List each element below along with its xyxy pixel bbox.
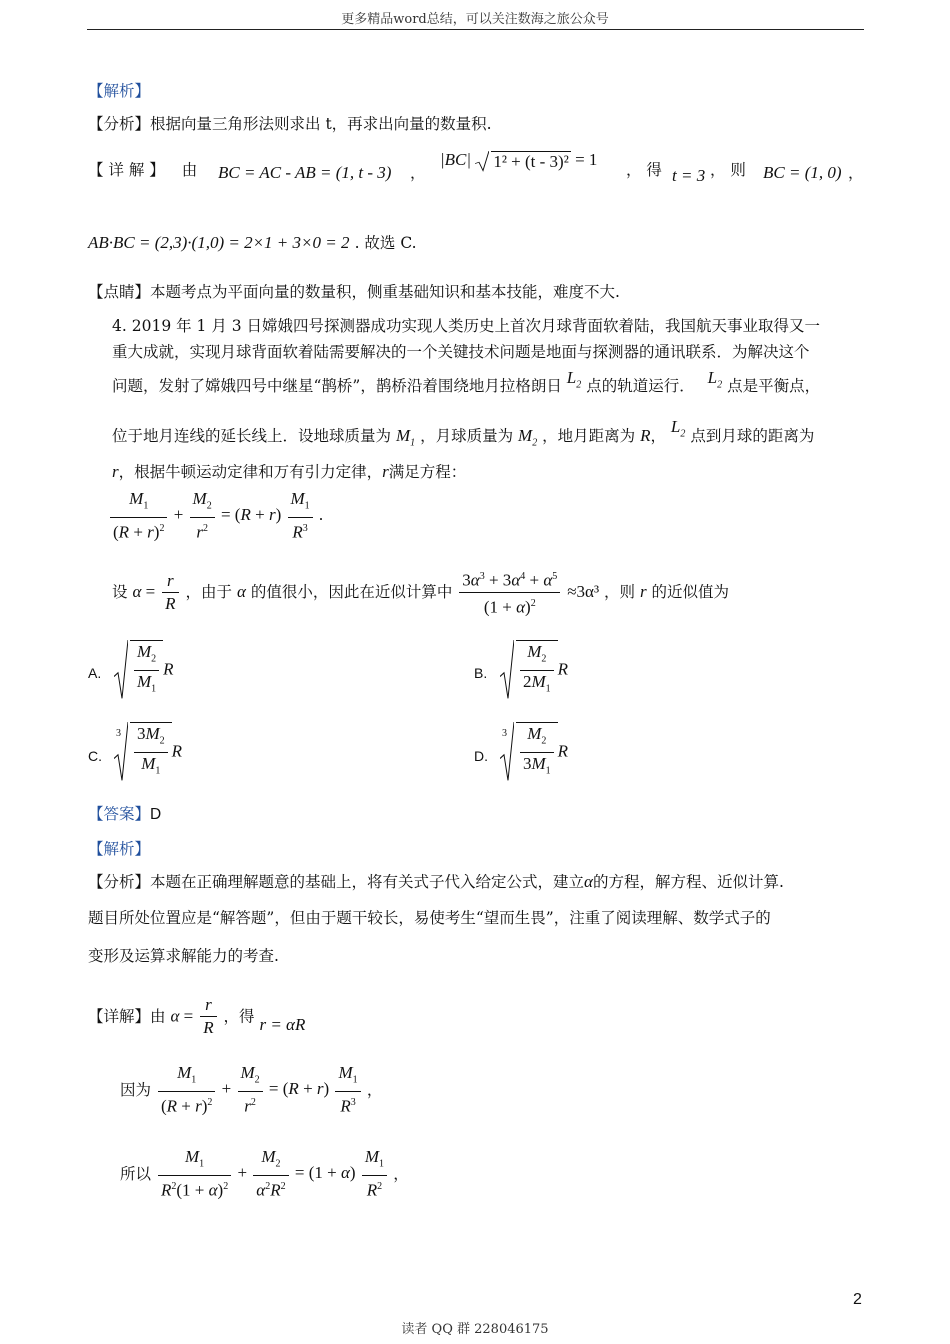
- set-a: 设: [112, 583, 128, 602]
- frac-r-over-R: $\frac{r}{R}$: [162, 570, 178, 615]
- stem-line3c: 点是平衡点，: [727, 377, 821, 395]
- stem-line5: [112, 462, 466, 482]
- fenxi-tag: 【分析】: [88, 115, 151, 133]
- comma: ，: [848, 164, 864, 182]
- radical-sign: [114, 640, 128, 701]
- stem-line4a: 位于地月连线的延长线上．设地球质量为: [112, 427, 392, 445]
- suoyi-line: 所以 $\frac{M_1}{R^2(1 + \alpha)^2}$ + $\frac{M_2}{\alpha^2R^2}$ = (1 + α) $\frac{M_1}{R^2}$ ，: [120, 1147, 409, 1201]
- answer-tag: 【答案】: [88, 805, 151, 823]
- eq-period: .: [318, 504, 324, 524]
- option-d-expr[interactable]: 3 $\frac{M_2}{3M_1}$ R: [500, 722, 568, 783]
- xiangjie-tag: 【详解】: [88, 1007, 151, 1026]
- l2-symbol-3: $L_2$: [670, 417, 686, 440]
- expr-bc: BC = AC - AB = (1, t - 3): [218, 163, 392, 182]
- option-a-expr[interactable]: $\frac{M_2}{M_1}$ R: [114, 640, 174, 701]
- l2-letter: L: [566, 368, 577, 387]
- option-a-label[interactable]: A.: [88, 665, 102, 681]
- stem-line3b: 点的轨道运行．: [586, 377, 695, 395]
- q3-xiangjie-line: [88, 160, 197, 180]
- stem-line4: 位于地月连线的延长线上．设地球质量为 $M_1$ ，月球质量为 $M_2$ ，地月距离为 R， $L_2$ 点到月球的距离为: [112, 417, 815, 449]
- option-c-label[interactable]: C.: [88, 748, 102, 764]
- m1-symbol: $M_1$: [395, 426, 416, 449]
- approx-value: ≈3α³: [567, 582, 600, 602]
- you-word: 由: [181, 161, 198, 179]
- q4-fenxi-line3: 变形及运算求解能力的考查.: [88, 947, 279, 965]
- option-c-expr[interactable]: 3 $\frac{3M_2}{M_1}$ R: [114, 722, 182, 783]
- stem-line1: 2019 年 1 月 3 日嫦娥四号探测器成功实现人类历史上首次月球背面软着陆，我国航天事业取得又一: [131, 317, 821, 335]
- q4-stem-line1: [112, 316, 820, 336]
- cbrt-d: 3 $\frac{M_2}{3M_1}$: [500, 722, 558, 783]
- stem-line3a: 问题，发射了嫦娥四号中继星“鹊桥”，鹊桥沿着围绕地月拉格朗日: [112, 377, 562, 395]
- m2-letter: M: [518, 426, 533, 445]
- rad-body: 1² + (t - 3)²: [493, 151, 569, 171]
- r-capital: R: [640, 426, 651, 445]
- jiexi-tag: 【解析】: [88, 82, 151, 100]
- dianjing-text: 本题考点为平面向量的数量积，侧重基础知识和基本技能，难度不大.: [150, 283, 620, 301]
- set-b: ，由于: [185, 583, 233, 602]
- stem-line4b: ，月球质量为: [420, 427, 514, 445]
- fenxi-tag: 【分析】: [88, 873, 151, 891]
- dot-product-expr: AB·BC = (2,3)·(1,0) = 2×1 + 3×0 = 2: [88, 233, 350, 252]
- set-alpha-line: 设 α = $\frac{r}{R}$ ，由于 α 的值很小，因此在近似计算中 $\frac{3\alpha^3 + 3\alpha^4 + \alpha^5}{(1 + \alpha)^2}$ ≈3α³ ，则 r 的近似值为: [112, 566, 729, 618]
- set-c: 的值很小，因此在近似计算中: [250, 583, 453, 602]
- xj-you: 由: [150, 1007, 166, 1026]
- set-e: 的近似值为: [651, 583, 730, 602]
- abs-bc: |BC|: [440, 150, 472, 169]
- expr-t3: t = 3: [672, 166, 706, 185]
- sqrt-expr: [475, 151, 571, 172]
- choose-c: . 故选 C.: [354, 234, 417, 252]
- page-number: 2: [853, 1291, 862, 1308]
- r-small: r: [382, 462, 389, 481]
- q4-answer: [88, 804, 161, 825]
- expr-bc10: BC = (1, 0): [763, 163, 842, 182]
- end-comma: ，: [393, 1165, 409, 1184]
- stem-line5a: ，根据牛顿运动定律和万有引力定律，: [118, 463, 383, 481]
- frac-m1-r3: $\frac{M_1}{R^3}$: [288, 488, 313, 544]
- q4-number: 4.: [112, 317, 127, 335]
- frac-m2: $\frac{M_2}{r^2}$: [190, 488, 215, 544]
- header-divider: [87, 29, 864, 30]
- end-comma: ，: [366, 1081, 383, 1100]
- sep-comma: ，: [410, 164, 426, 182]
- l2-symbol-1: $L_2$: [566, 368, 582, 391]
- option-b-expr[interactable]: $\frac{M_2}{2M_1}$ R: [500, 640, 568, 701]
- stem-line2: 重大成就，实现月球背面软着陆需要解决的一个关键技术问题是地面与探测器的通讯联系．为解决这个: [112, 343, 810, 361]
- fenxi-l1a: 本题在正确理解题意的基础上，将有关式子代入给定公式，建立: [150, 873, 585, 891]
- xj-r-eq: r = αR: [259, 1014, 306, 1034]
- radical-sign: [475, 151, 489, 172]
- de-word: ， 得: [626, 161, 662, 179]
- sqrt-a: $\frac{M_2}{M_1}$: [114, 640, 163, 701]
- fenxi-text: 根据向量三角形法则求出 t，再求出向量的数量积.: [150, 115, 492, 133]
- frac-m1: $\frac{M_1}{(R + r)^2}$: [110, 488, 167, 544]
- m2-symbol: $M_2$: [518, 426, 538, 449]
- q3-line2: [88, 233, 417, 253]
- stem-line5b: 满足方程：: [388, 463, 467, 481]
- r-small: r: [639, 582, 647, 602]
- stem-line4c: ，地月距离为: [542, 427, 636, 445]
- q4-fenxi-line1: 【分析】本题在正确理解题意的基础上，将有关式子代入给定公式，建立α的方程，解方程、近似计算.: [88, 872, 784, 891]
- yinwei-word: 因为: [120, 1081, 152, 1100]
- frac-approx: $\frac{3\alpha^3 + 3\alpha^4 + \alpha^5}{(1 + \alpha)^2}$: [459, 566, 560, 618]
- radical-sign: [114, 722, 128, 783]
- option-d-label[interactable]: D.: [474, 748, 488, 764]
- stem-line4d: 点到月球的距离为: [690, 427, 815, 445]
- sqrt-b: $\frac{M_2}{2M_1}$: [500, 640, 558, 701]
- page-footer: 读者 QQ 群 228046175: [401, 1322, 549, 1337]
- r-small: r: [112, 462, 119, 481]
- xiangjie-tag: 【 详 解 】: [88, 161, 165, 179]
- dianjing-tag: 【点睛】: [88, 283, 151, 301]
- m1-letter: M: [395, 426, 411, 445]
- main-equation: $\frac{M_1}{(R + r)^2}$ + $\frac{M_2}{r^2}$ = (R + r) $\frac{M_1}{R^3}$ .: [108, 488, 323, 544]
- page-header: 更多精品word总结，可以关注数海之旅公众号: [341, 12, 609, 27]
- set-d: ，则: [604, 583, 636, 602]
- radical-sign: [500, 640, 514, 701]
- answer-value: D: [150, 806, 162, 823]
- ze-word: ， 则: [710, 161, 746, 179]
- suoyi-word: 所以: [120, 1165, 152, 1184]
- fenxi-l1b: 的方程，解方程、近似计算.: [592, 873, 784, 891]
- l2-letter: L: [670, 417, 681, 436]
- q4-xiangjie-line: 【详解】由 α = $\frac{r}{R}$ ，得 r = αR: [88, 995, 306, 1037]
- eq-one: = 1: [575, 150, 598, 169]
- yinwei-line: 因为 $\frac{M_1}{(R + r)^2}$ + $\frac{M_2}{r^2}$ = (R + r) $\frac{M_1}{R^3}$ ，: [120, 1063, 383, 1117]
- q3-dianjing: [88, 282, 620, 302]
- q4-fenxi-line2: 题目所处位置应是“解答题”，但由于题干较长，易使考生“望而生畏”，注重了阅读理解、数学式子的: [88, 909, 771, 927]
- q4-jiexi-tag: 【解析】: [88, 840, 151, 858]
- radical-sign: [500, 722, 514, 783]
- l2-letter: L: [707, 368, 718, 387]
- stem-line3: [112, 368, 821, 403]
- q3-fenxi: [88, 114, 492, 134]
- l2-symbol-2: $L_2$: [707, 368, 723, 391]
- option-b-label[interactable]: B.: [474, 665, 488, 681]
- xj-de: ，得: [223, 1007, 255, 1026]
- cbrt-c: 3 $\frac{3M_2}{M_1}$: [114, 722, 172, 783]
- expr-abs-bc: [440, 150, 597, 172]
- frac-r-R-2: $\frac{r}{R}$: [200, 994, 216, 1039]
